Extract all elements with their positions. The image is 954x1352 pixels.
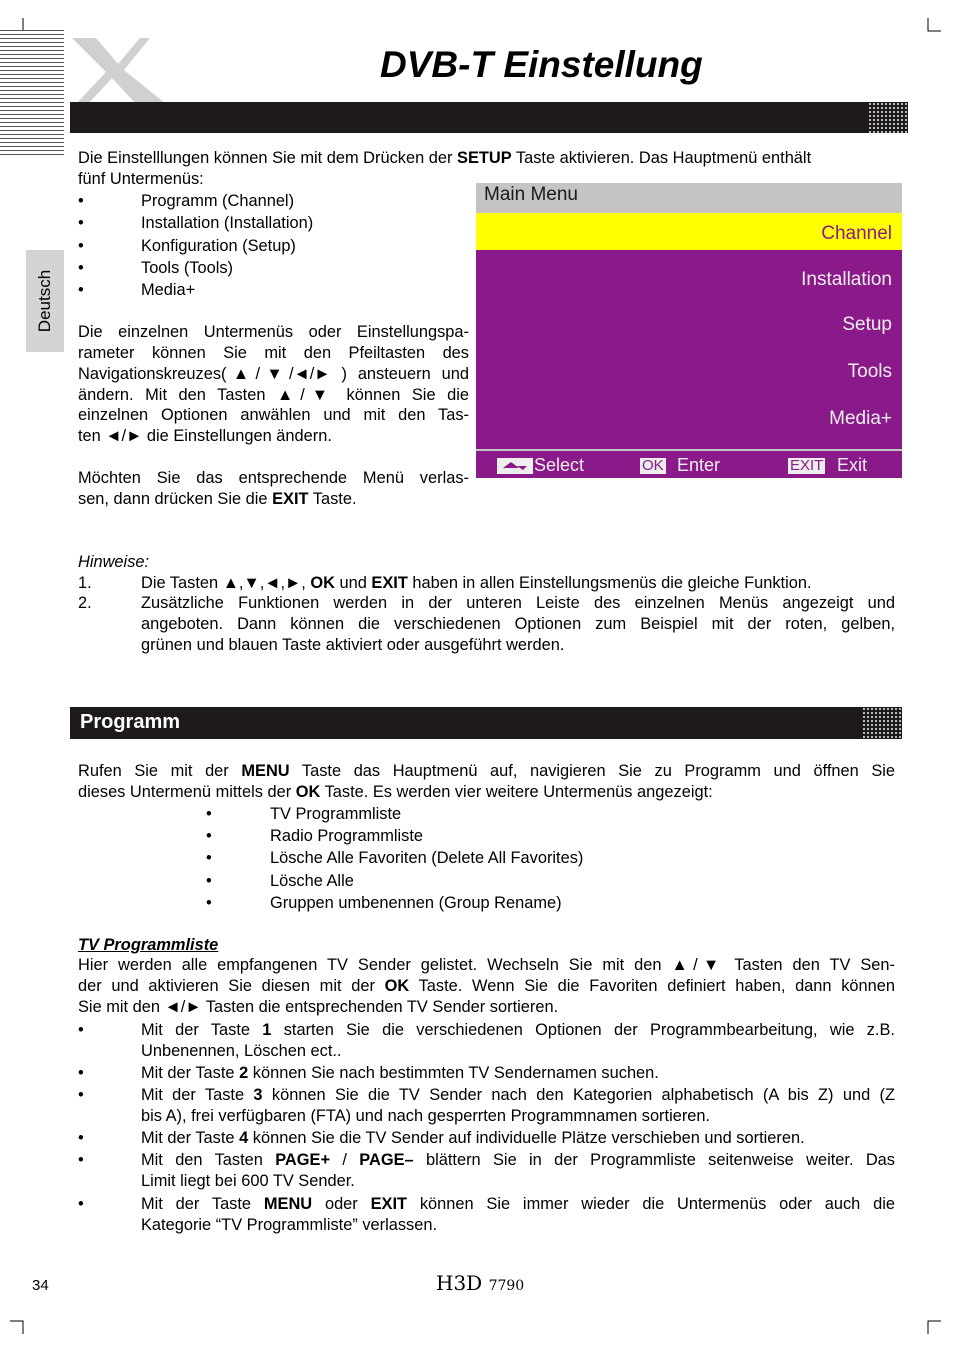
text: Taste. Es werden vier weitere Untermenüs angezeigt:: [320, 783, 713, 801]
text: können Sie nach bestimmten TV Sendernamen suchen.: [248, 1064, 659, 1082]
section-bar: [70, 707, 902, 739]
list-item-label: TV Programmliste: [270, 805, 402, 823]
text: Mit der Taste: [141, 1064, 240, 1082]
programm-line: [78, 761, 895, 782]
ok-key: OK: [295, 783, 321, 801]
brand-text: H3D: [436, 1271, 483, 1295]
key: EXIT: [370, 1195, 408, 1213]
bullet: •: [206, 805, 212, 823]
brand-logo: [436, 1271, 524, 1295]
text: Mit der Taste: [141, 1021, 263, 1039]
main-menu-item-channel: Channel: [821, 223, 892, 244]
text: dieses Untermenü mittels der: [78, 783, 296, 801]
header-bar-dots: [868, 102, 908, 133]
bullet: •: [206, 827, 212, 845]
main-menu-item-media: Media+: [829, 408, 892, 429]
nav-line: Die einzelnen Untermenüs oder Einstellungspa-: [78, 323, 469, 341]
tv-list-bullet: [141, 1063, 659, 1084]
bullet: •: [78, 1129, 84, 1147]
footer-exit-key: EXIT: [790, 457, 824, 474]
text: blättern Sie in der Programmliste seitenweise weiter. Das: [413, 1151, 895, 1169]
exit-line: Möchten Sie das entsprechende Menü verlas-: [78, 469, 469, 487]
text: der und aktivieren Sie diesen mit der: [78, 977, 385, 995]
key: 1: [262, 1021, 272, 1039]
note-1: [141, 573, 812, 594]
bullet: •: [78, 192, 84, 210]
tv-list-bullet-cont: Kategorie “TV Programmliste” verlassen.: [141, 1216, 438, 1234]
text: Taste.: [308, 490, 357, 508]
text: Mit der Taste: [141, 1086, 254, 1104]
key: PAGE–: [359, 1151, 414, 1169]
main-menu-screenshot: [476, 183, 902, 478]
list-item-label: Tools (Tools): [141, 259, 233, 277]
key: PAGE+: [275, 1151, 331, 1169]
bullet: •: [78, 259, 84, 277]
nav-line: ändern. Mit den Tasten ▲/▼ können Sie die: [78, 386, 469, 404]
text: und: [334, 574, 372, 592]
list-item-label: Programm (Channel): [141, 192, 295, 210]
text: haben in allen Einstellungsmenüs die gleiche Funktion.: [407, 574, 812, 592]
page-title: DVB-T Einstellung: [380, 44, 703, 85]
exit-key: EXIT: [371, 574, 408, 592]
list-item-label: Radio Programmliste: [270, 827, 424, 845]
key: 2: [239, 1064, 249, 1082]
nav-line: einzelnen Optionen anwählen und mit den Tas-: [78, 406, 469, 424]
intro-line: [78, 148, 895, 169]
note-2-line: grünen und blauen Taste aktiviert oder ausgeführt werden.: [141, 636, 565, 654]
notes-heading: Hinweise:: [78, 553, 150, 571]
bullet: •: [206, 849, 212, 867]
note-2-line: Zusätzliche Funktionen werden in der unteren Leiste des einzelnen Menüs angezeigt und: [141, 594, 895, 612]
note-number: 1.: [78, 574, 92, 592]
crop-mark-icon: [927, 18, 941, 32]
text: Rufen Sie mit der: [78, 762, 242, 780]
tv-list-bullet: [141, 1085, 895, 1106]
bullet: •: [78, 1064, 84, 1082]
tv-list-bullet-cont: Limit liegt bei 600 TV Sender.: [141, 1172, 355, 1190]
text: Taste. Wenn Sie die Favoriten definiert haben, dann können: [409, 977, 895, 995]
text: Die Tasten ▲,▼,◄,►,: [141, 574, 311, 592]
main-menu-item-installation: Installation: [801, 269, 892, 290]
exit-key: EXIT: [272, 490, 309, 508]
nav-line: rameter können Sie mit den Pfeiltasten des: [78, 344, 469, 362]
x-logo-icon: [66, 34, 176, 108]
text: Mit der Taste: [141, 1129, 240, 1147]
text: starten Sie die verschiedenen Optionen der Programmbearbeitung, wie z.B.: [271, 1021, 895, 1039]
exit-line: [78, 489, 357, 510]
note-number: 2.: [78, 594, 92, 612]
key: 3: [253, 1086, 263, 1104]
main-menu-header: Main Menu: [476, 183, 902, 207]
programm-line: [78, 782, 713, 803]
crop-mark-icon: [927, 1320, 941, 1334]
list-item-label: Lösche Alle: [270, 872, 354, 890]
bullet: •: [78, 214, 84, 232]
text: Taste das Hauptmenü auf, navigieren Sie zu Programm und öffnen Sie: [289, 762, 896, 780]
bullet: •: [206, 872, 212, 890]
decorative-stripes: [0, 30, 64, 158]
key: MENU: [263, 1195, 313, 1213]
text: Mit der Taste: [141, 1195, 264, 1213]
nav-line: Navigationskreuzes(▲/▼/◄/► ) ansteuern und: [78, 365, 469, 383]
bullet: •: [78, 1151, 84, 1169]
header-bar: [70, 102, 908, 133]
tv-list-line: Sie mit den ◄/► Tasten die entsprechenden TV Sender sortieren.: [78, 998, 559, 1016]
note-2-line: angeboten. Dann können die verschiedenen Optionen zum Beispiel mit der roten, gelben,: [141, 615, 895, 633]
footer-exit-label: Exit: [837, 455, 868, 475]
main-menu-footer: [476, 449, 902, 478]
text: Die Einstelllungen können Sie mit dem Drücken der: [78, 149, 458, 167]
text: oder: [312, 1195, 371, 1213]
setup-key: SETUP: [457, 149, 512, 167]
tv-list-bullet: [141, 1150, 895, 1171]
footer-select-label: Select: [534, 455, 585, 475]
tv-list-bullet: [141, 1020, 895, 1041]
text: können Sie die TV Sender nach den Kategorien alphabetisch (A bis Z) und (Z: [262, 1086, 895, 1104]
main-menu-item-setup: Setup: [842, 314, 892, 335]
page-number: 34: [32, 1277, 49, 1294]
tv-list-bullet-cont: bis A), frei verfügbaren (FTA) und nach gesperrten Programmnamen sortieren.: [141, 1107, 711, 1125]
key: 4: [239, 1129, 249, 1147]
list-item-label: Gruppen umbenennen (Group Rename): [270, 894, 562, 912]
main-menu-item-tools: Tools: [847, 361, 892, 382]
model-number: 7790: [488, 1278, 525, 1294]
bullet: •: [78, 1195, 84, 1213]
list-item-label: Installation (Installation): [141, 214, 314, 232]
tv-list-line: Hier werden alle empfangenen TV Sender gelistet. Wechseln Sie mit den ▲/▼ Tasten den TV Sen-: [78, 956, 895, 974]
footer-ok-key: OK: [642, 457, 664, 474]
nav-line: ten ◄/► die Einstellungen ändern.: [78, 427, 332, 445]
list-item-label: Media+: [141, 281, 196, 299]
ok-key: OK: [384, 977, 410, 995]
intro-line: fünf Untermenüs:: [78, 170, 204, 188]
text: /: [330, 1151, 360, 1169]
ok-key: OK: [310, 574, 335, 592]
bullet: •: [78, 1086, 84, 1104]
tv-list-bullet: [141, 1128, 805, 1149]
text: Mit den Tasten: [141, 1151, 276, 1169]
bullet: •: [206, 894, 212, 912]
section-bar-dots: [862, 707, 902, 739]
tv-list-heading: TV Programmliste: [78, 936, 219, 954]
language-tab: [26, 250, 64, 352]
tv-list-bullet: [141, 1194, 895, 1215]
bullet: •: [78, 281, 84, 299]
tv-list-bullet-cont: Unbenennen, Löschen ect..: [141, 1042, 342, 1060]
crop-mark-icon: [10, 1320, 24, 1334]
footer-enter-label: Enter: [677, 455, 721, 475]
text: können Sie immer wieder die Untermenüs oder auch die: [407, 1195, 895, 1213]
updown-arrow-icon: [497, 458, 533, 474]
text: können Sie die TV Sender auf individuelle Plätze verschieben und sortieren.: [248, 1129, 805, 1147]
text: sen, dann drücken Sie die: [78, 490, 273, 508]
list-item-label: Konfiguration (Setup): [141, 237, 296, 255]
list-item-label: Lösche Alle Favoriten (Delete All Favorites): [270, 849, 584, 867]
section-title: Programm: [80, 711, 181, 733]
text: Taste aktivieren. Das Hauptmenü enthält: [511, 149, 812, 167]
bullet: •: [78, 1021, 84, 1039]
language-tab-label: Deutsch: [35, 269, 54, 333]
tv-list-line: [78, 976, 895, 997]
bullet: •: [78, 237, 84, 255]
menu-key: MENU: [241, 762, 290, 780]
